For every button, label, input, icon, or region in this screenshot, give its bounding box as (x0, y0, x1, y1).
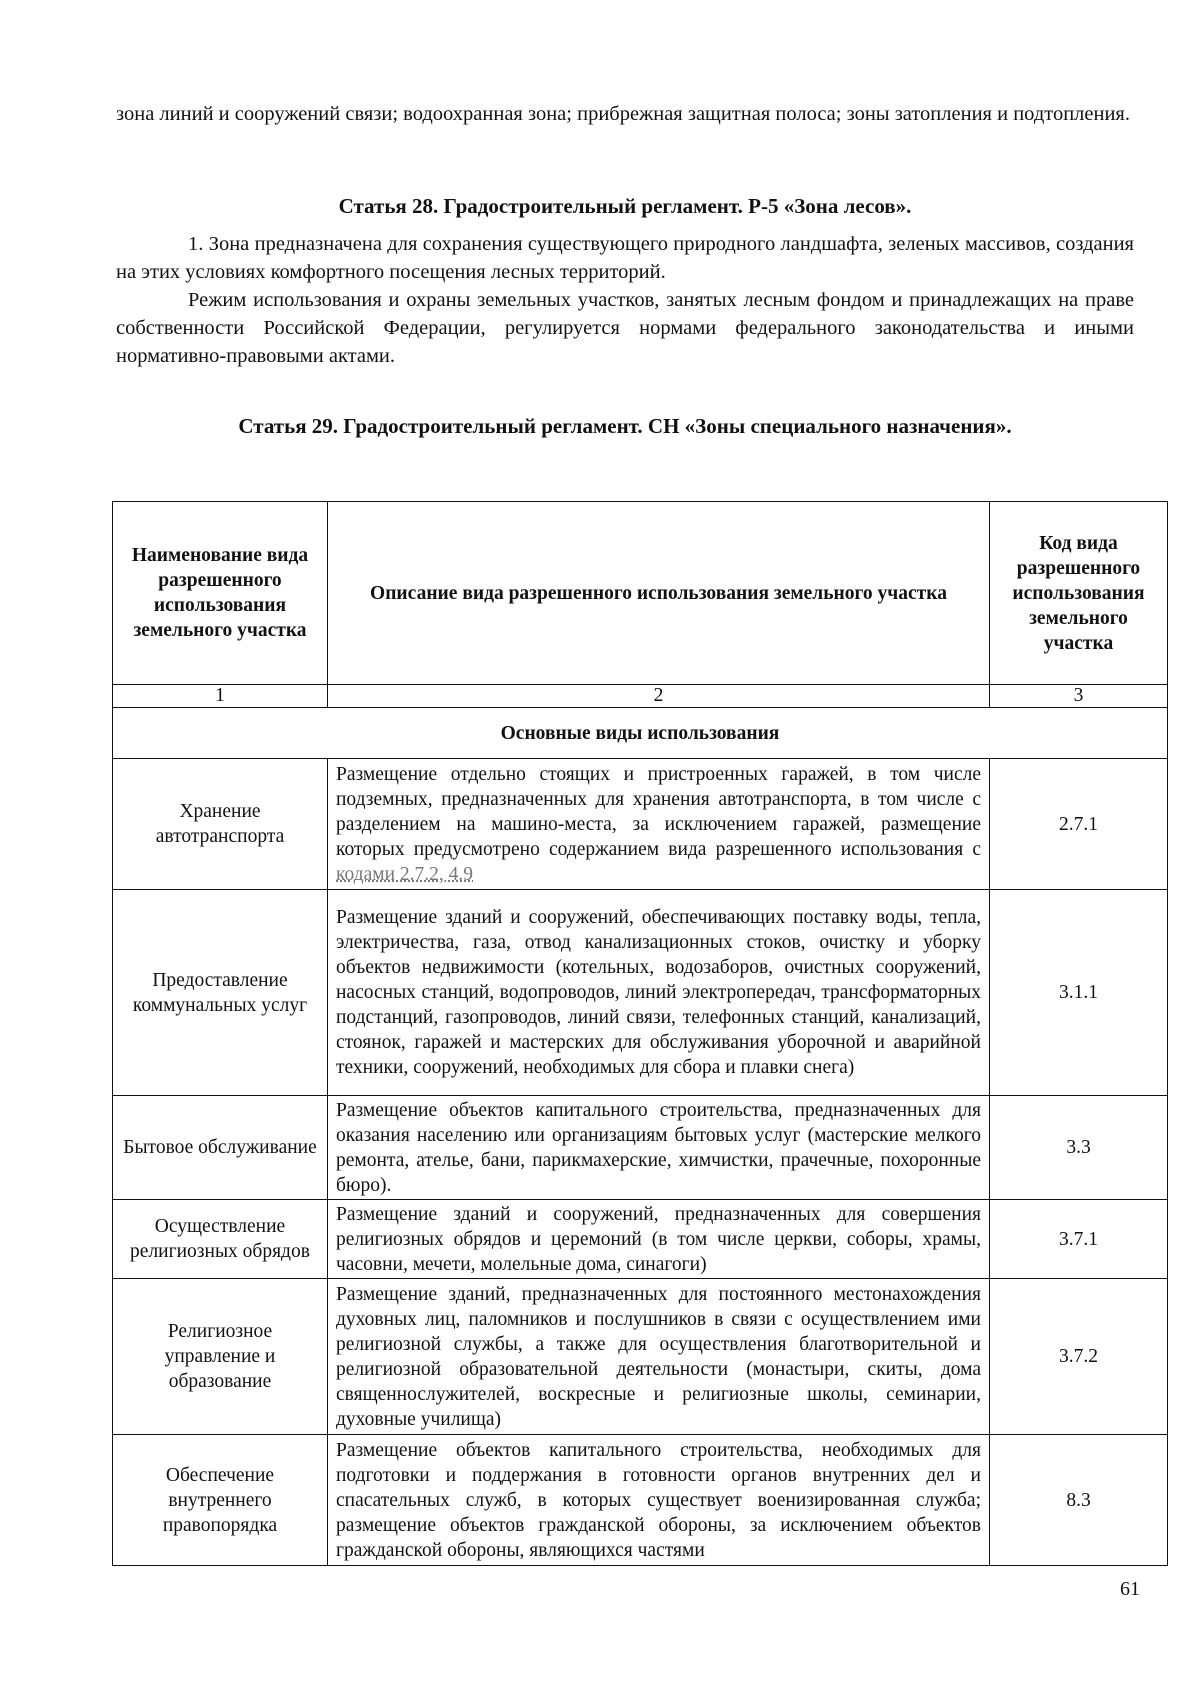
use-code: 3.7.1 (990, 1200, 1168, 1279)
table-header-row (113, 502, 1168, 685)
header-name: Наименование вида разрешенного использования земельного участка (113, 502, 328, 685)
use-description: Размещение объектов капитального строительства, необходимых для подготовки и поддержания в готовности органов внутренних дел и спасательных служб, в которых существует военизированная служба; размещение объектов гражданской обороны, за исключением объектов гражданской обороны, являющихся частями (328, 1435, 990, 1566)
column-number: 1 (113, 685, 328, 708)
section-title: Основные виды использования (113, 708, 1168, 759)
article-29-title: Статья 29. Градостроительный регламент. СН «Зоны специального назначения». (238, 414, 1012, 438)
table-row (113, 1096, 1168, 1200)
codes-link[interactable]: кодами 2.7.2, 4.9 (336, 863, 474, 885)
use-description: Размещение отдельно стоящих и пристроенных гаражей, в том числе подземных, предназначенных для хранения автотранспорта, в том числе с разделением на машино-места, за исключением гаражей, размещение которых предусмотрено содержанием вида разрешенного использования с кодами 2.7.2, 4.9 (328, 759, 990, 890)
use-name: Религиозное управление и образование (113, 1279, 328, 1435)
use-description: Размещение зданий и сооружений, обеспечивающих поставку воды, тепла, электричества, газа, отвод канализационных стоков, очистку и уборку объектов недвижимости (котельных, водозаборов, очистных сооружений, насосных станций, водопроводов, линий электропередач, трансформаторных подстанций, газопроводов, линий связи, телефонных станций, канализаций, стоянок, гаражей и мастерских для обслуживания уборочной и аварийной техники, сооружений, необходимых для сбора и плавки снега) (328, 890, 990, 1096)
use-description: Размещение зданий, предназначенных для постоянного местонахождения духовных лиц, паломников и послушников в связи с осуществлением ими религиозной службы, а также для осуществления благотворительной и религиозной образовательной деятельности (монастыри, скиты, дома священнослужителей, воскресные и религиозные школы, семинарии, духовные училища) (328, 1279, 990, 1435)
use-name: Бытовое обслуживание (113, 1096, 328, 1200)
use-description: Размещение зданий и сооружений, предназначенных для совершения религиозных обрядов и церемоний (в том числе церкви, соборы, храмы, часовни, мечети, молельные дома, синагоги) (328, 1200, 990, 1279)
use-description: Размещение объектов капитального строительства, предназначенных для оказания населению или организациям бытовых услуг (мастерские мелкого ремонта, ателье, бани, парикмахерские, химчистки, прачечные, похоронные бюро). (328, 1096, 990, 1200)
table-row (113, 1200, 1168, 1279)
table-row (113, 1435, 1168, 1566)
page-number: 61 (1120, 1578, 1140, 1600)
intro-paragraph: зона линий и сооружений связи; водоохранная зона; прибрежная защитная полоса; зоны затопления и подтопления. (116, 103, 1130, 125)
use-name: Обеспечение внутреннего правопорядка (113, 1435, 328, 1566)
article-28-paragraph-1: 1. Зона предназначена для сохранения существующего природного ландшафта, зеленых массивов, создания на этих условиях комфортного посещения лесных территорий. (116, 233, 1134, 283)
article-28-title: Статья 28. Градостроительный регламент. Р-5 «Зона лесов». (338, 194, 912, 218)
column-number: 2 (328, 685, 990, 708)
section-row (113, 708, 1168, 759)
use-code: 2.7.1 (990, 759, 1168, 890)
use-name: Предоставление коммунальных услуг (113, 890, 328, 1096)
header-code: Код вида разрешенного использования земельного участка (990, 502, 1168, 685)
header-description: Описание вида разрешенного использования земельного участка (328, 502, 990, 685)
article-28-paragraph-2: Режим использования и охраны земельных участков, занятых лесным фондом и принадлежащих на праве собственности Российской Федерации, регулируется нормами федерального законодательства и иными нормативно-правовыми актами. (116, 289, 1134, 367)
use-code: 8.3 (990, 1435, 1168, 1566)
use-code: 3.3 (990, 1096, 1168, 1200)
use-code: 3.7.2 (990, 1279, 1168, 1435)
use-name: Осуществление религиозных обрядов (113, 1200, 328, 1279)
use-code: 3.1.1 (990, 890, 1168, 1096)
table-row (113, 759, 1168, 890)
table-row (113, 1279, 1168, 1435)
use-name: Хранение автотранспорта (113, 759, 328, 890)
table-row (113, 890, 1168, 1096)
permitted-use-table (112, 501, 1168, 1566)
column-number: 3 (990, 685, 1168, 708)
column-number-row (113, 685, 1168, 708)
